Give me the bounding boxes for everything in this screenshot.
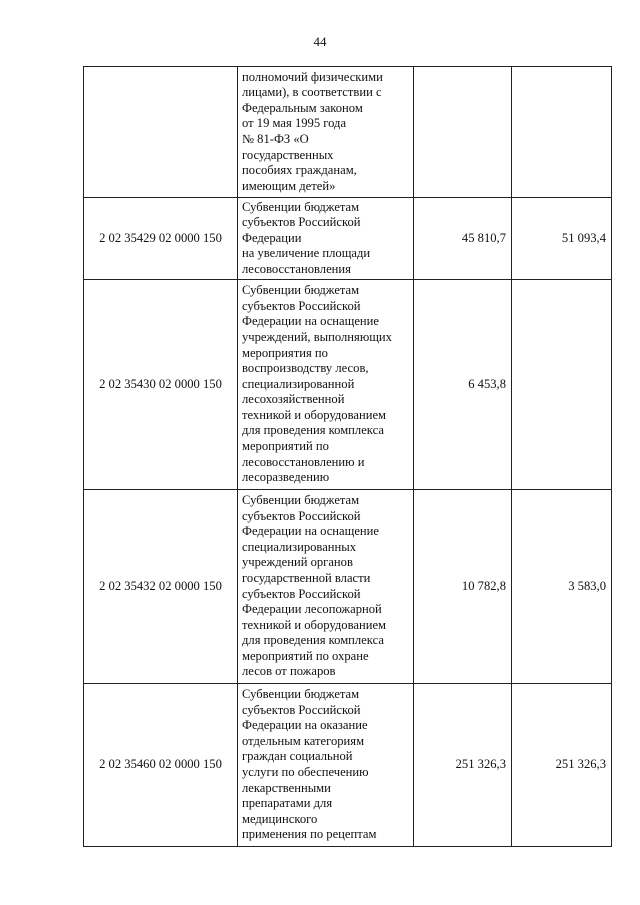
description-line: № 81-ФЗ «О bbox=[242, 132, 309, 146]
description-line: государственной власти bbox=[242, 570, 371, 585]
value-cell-2: 51 093,4 bbox=[512, 198, 612, 280]
value-cell-2: 251 326,3 bbox=[512, 684, 612, 847]
description-line: специализированных bbox=[242, 539, 357, 554]
description-line: субъектов Российской bbox=[242, 298, 361, 313]
table-row bbox=[84, 280, 612, 490]
description-line: имеющим детей» bbox=[242, 178, 336, 193]
value-cell-1: 45 810,7 bbox=[414, 198, 512, 280]
description-line: Субвенции бюджетам bbox=[242, 199, 360, 214]
table-row bbox=[84, 684, 612, 847]
description-line: мероприятий по охране bbox=[242, 648, 369, 663]
budget-subventions-table bbox=[83, 66, 612, 847]
table-row bbox=[84, 490, 612, 684]
description-line: Субвенции бюджетам bbox=[242, 283, 360, 298]
description-line: мероприятия по bbox=[242, 345, 328, 360]
budget-code-cell: 2 02 35429 02 0000 150 bbox=[84, 198, 238, 280]
page-number: 44 bbox=[313, 34, 327, 49]
value-cell-1: 6 453,8 bbox=[414, 280, 512, 490]
description-cell bbox=[238, 490, 414, 684]
description-line: Федерации лесопожарной bbox=[242, 602, 382, 617]
value-cell-2: 3 583,0 bbox=[512, 490, 612, 684]
description-cell bbox=[238, 67, 414, 198]
description-line: граждан социальной bbox=[242, 749, 353, 764]
description-line: учреждений органов bbox=[242, 555, 353, 570]
description-line: услуги по обеспечению bbox=[242, 765, 369, 779]
description-cell bbox=[238, 684, 414, 847]
description-line: применения по рецептам bbox=[242, 827, 377, 842]
description-line: субъектов Российской bbox=[242, 586, 361, 601]
description-line: техникой и оборудованием bbox=[242, 407, 387, 422]
value-cell-1: 251 326,3 bbox=[414, 684, 512, 847]
budget-code-cell: 2 02 35432 02 0000 150 bbox=[84, 490, 238, 684]
description-line: для проведения комплекса bbox=[242, 423, 384, 438]
value-cell-2 bbox=[512, 67, 612, 198]
description-line: Федерации на оснащение bbox=[242, 524, 379, 539]
description-line: лесовосстановления bbox=[242, 261, 351, 276]
description-line: на увеличение площади bbox=[242, 246, 371, 261]
description-line: Субвенции бюджетам bbox=[242, 492, 360, 507]
description-cell bbox=[238, 198, 414, 280]
table-row bbox=[84, 67, 612, 198]
description-line: учреждений, выполняющих bbox=[242, 329, 392, 344]
budget-code-cell: 2 02 35460 02 0000 150 bbox=[84, 684, 238, 847]
description-line: лекарственными bbox=[242, 780, 331, 795]
description-line: специализированной bbox=[242, 376, 355, 391]
description-line: лицами), в соответствии с bbox=[242, 85, 382, 100]
table-row bbox=[84, 198, 612, 280]
description-line: для проведения комплекса bbox=[242, 633, 384, 648]
value-cell-1 bbox=[414, 67, 512, 198]
description-line: Федерации bbox=[242, 230, 302, 245]
description-line: субъектов Российской bbox=[242, 215, 361, 230]
description-line: препаратами для bbox=[242, 796, 333, 811]
budget-code-cell bbox=[84, 67, 238, 198]
value-cell-2 bbox=[512, 280, 612, 490]
description-line: от 19 мая 1995 года bbox=[242, 116, 347, 131]
description-line: лесов от пожаров bbox=[242, 664, 336, 679]
description-line: субъектов Российской bbox=[242, 702, 361, 717]
description-line: лесовосстановлению и bbox=[242, 454, 365, 469]
budget-code-cell: 2 02 35430 02 0000 150 bbox=[84, 280, 238, 490]
description-line: лесоразведению bbox=[242, 470, 330, 485]
description-line: Федерации на оказание bbox=[242, 718, 368, 733]
description-line: Федерации на оснащение bbox=[242, 314, 379, 329]
description-line: Субвенции бюджетам bbox=[242, 687, 360, 702]
value-cell-1: 10 782,8 bbox=[414, 490, 512, 684]
description-line: отдельным категориям bbox=[242, 733, 365, 748]
description-line: полномочий физическими bbox=[242, 69, 383, 84]
description-line: Федеральным законом bbox=[242, 100, 363, 115]
description-line: субъектов Российской bbox=[242, 508, 361, 523]
description-line: воспроизводству лесов, bbox=[242, 361, 369, 376]
description-cell bbox=[238, 280, 414, 490]
description-line: государственных bbox=[242, 147, 334, 162]
description-line: лесохозяйственной bbox=[242, 392, 345, 407]
description-line: мероприятий по bbox=[242, 439, 329, 454]
description-line: медицинского bbox=[242, 811, 318, 826]
description-line: техникой и оборудованием bbox=[242, 617, 387, 632]
description-line: пособиях гражданам, bbox=[242, 163, 357, 178]
